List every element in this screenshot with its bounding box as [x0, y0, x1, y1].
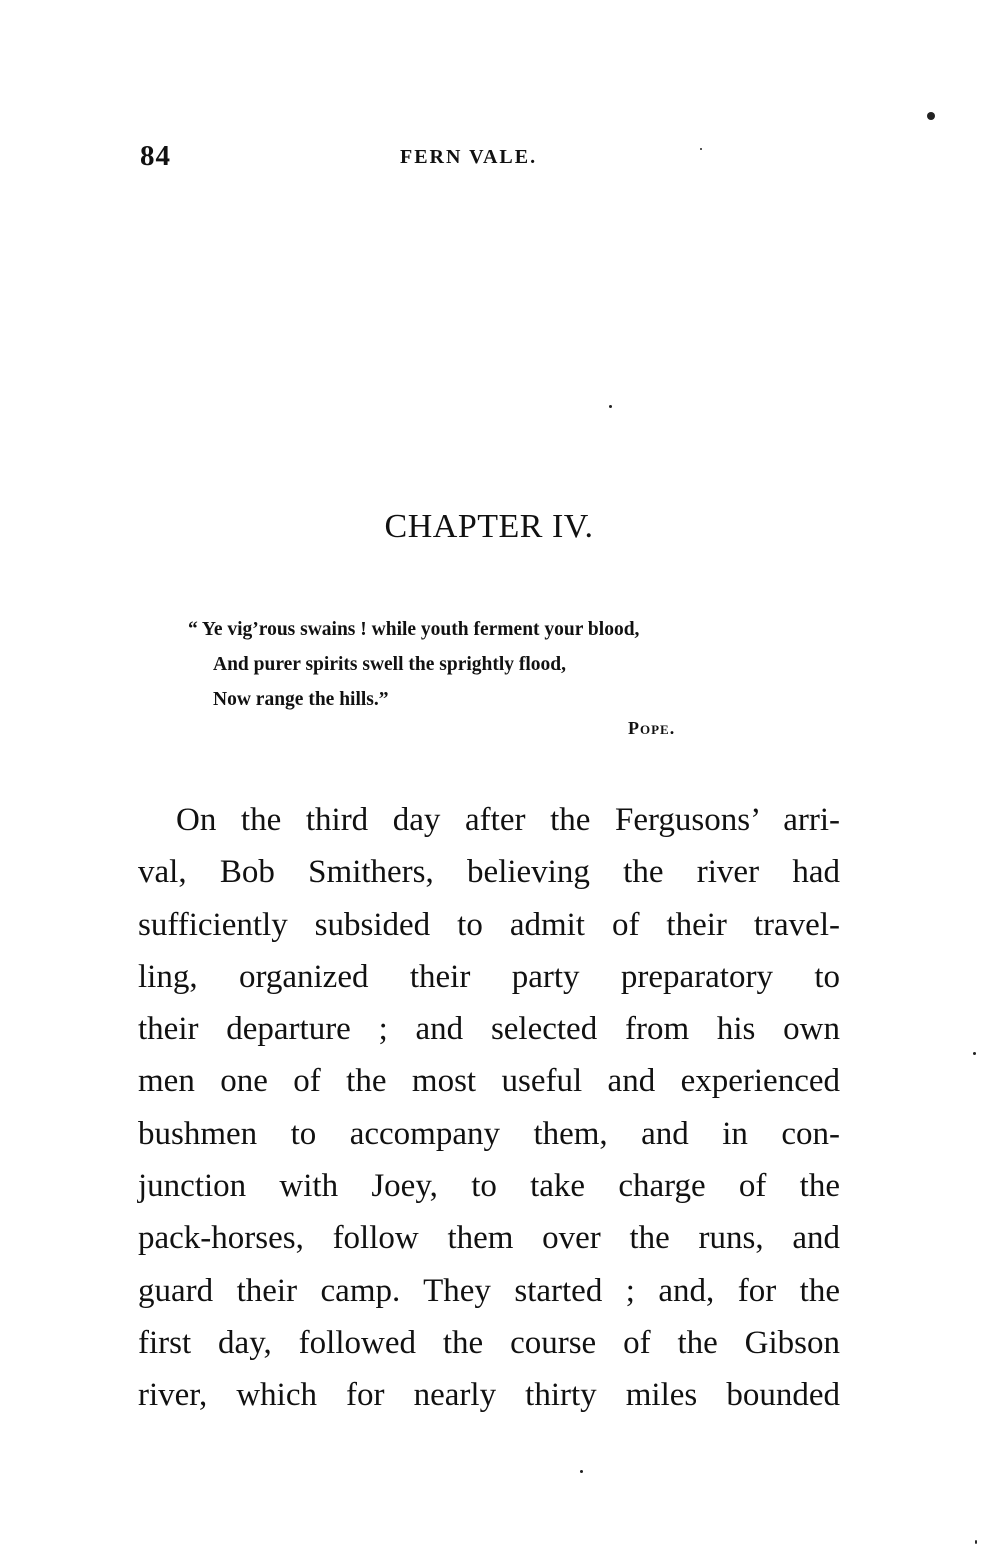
body-line: val, Bob Smithers, believing the river had — [138, 854, 840, 891]
body-line: their departure ; and selected from his own — [138, 1011, 840, 1048]
body-line: On the third day after the Fergusons’ arri- — [176, 802, 840, 838]
body-line: sufficiently subsided to admit of their travel- — [138, 906, 840, 943]
scan-speck — [927, 112, 935, 120]
page-number: 84 — [140, 140, 171, 172]
body-line: pack-horses, follow them over the runs, and — [138, 1220, 840, 1257]
body-line: bushmen to accompany them, and in con- — [138, 1115, 840, 1152]
scan-speck — [580, 1470, 583, 1473]
body-line: guard their camp. They started ; and, for the — [138, 1272, 840, 1309]
body-line: river, which for nearly thirty miles bounded — [138, 1377, 840, 1414]
epigraph — [188, 612, 639, 717]
body-text — [138, 794, 840, 1422]
body-line: junction with Joey, to take charge of the — [138, 1168, 840, 1205]
epigraph-line: And purer spirits swell the sprightly flood, — [213, 654, 567, 675]
body-line: men one of the most useful and experienced — [138, 1063, 840, 1100]
scan-speck — [975, 1540, 977, 1544]
chapter-title: CHAPTER IV. — [384, 508, 594, 545]
epigraph-attribution: Pope. — [628, 718, 676, 738]
scan-speck — [609, 405, 612, 408]
running-title: FERN VALE. — [400, 146, 538, 168]
scan-speck — [700, 148, 702, 150]
epigraph-line: Now range the hills.” — [213, 689, 389, 710]
body-line: first day, followed the course of the Gibson — [138, 1324, 840, 1361]
epigraph-line: “ Ye vig’rous swains ! while youth ferment your blood, — [188, 619, 640, 640]
body-line: ling, organized their party preparatory to — [138, 958, 840, 995]
scan-speck — [973, 1052, 976, 1055]
